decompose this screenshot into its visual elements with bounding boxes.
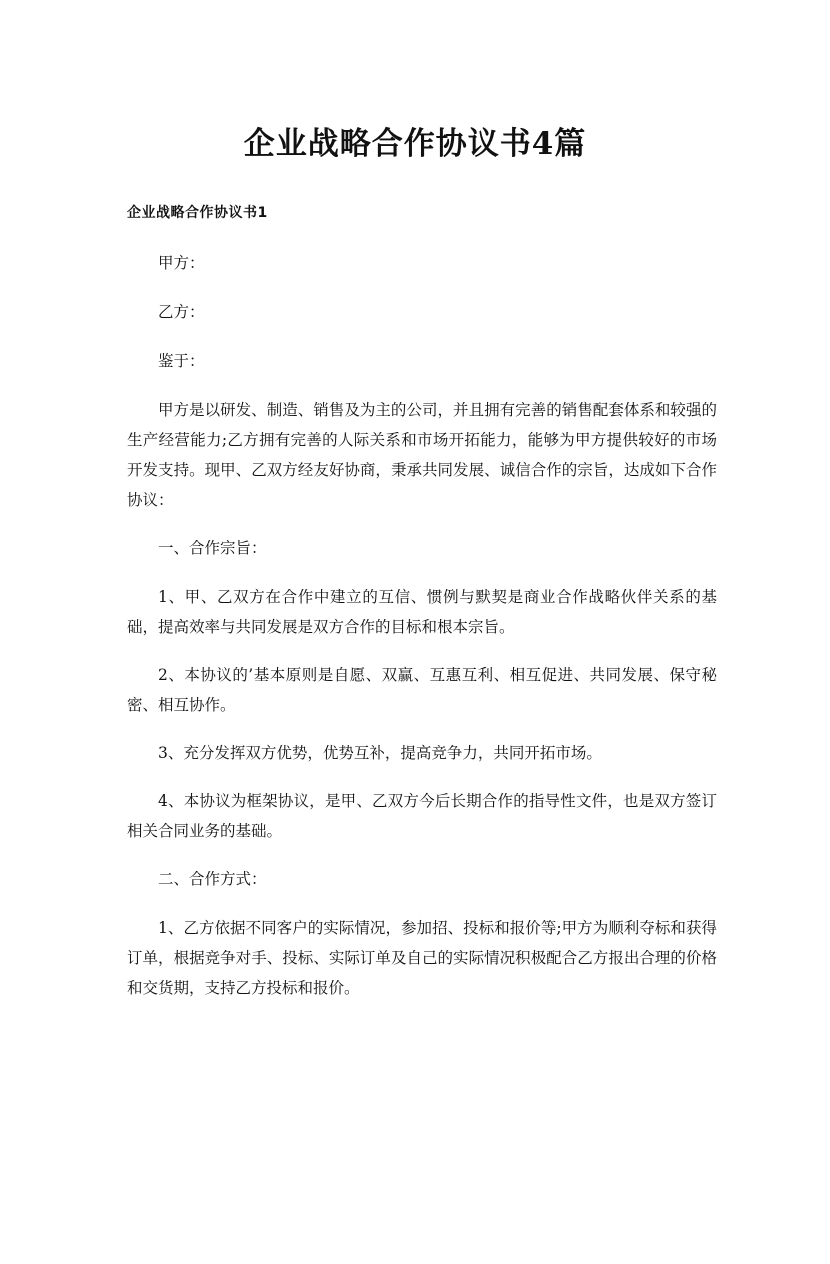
section-1-heading: 一、合作宗旨： <box>158 539 267 557</box>
section-heading: 企业战略合作协议书1 <box>127 205 268 221</box>
clause-1-4: 4、本协议为框架协议，是甲、乙双方今后长期合作的指导性文件，也是双方签订相关合同业务的基础。 <box>127 792 717 840</box>
watermark-bottom <box>349 1016 631 1263</box>
whereas-line: 鉴于： <box>158 352 205 370</box>
section-2-heading: 二、合作方式： <box>158 870 267 888</box>
party-b-line: 乙方： <box>158 303 205 321</box>
preamble-paragraph: 甲方是以研发、制造、销售及为主的公司，并且拥有完善的销售配套体系和较强的生产经营能力;乙方拥有完善的人际关系和市场开拓能力，能够为甲方提供较好的市场开发支持。现甲、乙双方经友好协商，秉承共同发展、诚信合作的宗旨，达成如下合作协议： <box>127 401 717 509</box>
clause-1-1: 1、甲、乙双方在合作中建立的互信、惯例与默契是商业合作战略伙伴关系的基础，提高效率与共同发展是双方合作的目标和根本宗旨。 <box>127 588 717 636</box>
clause-1-2: 2、本协议的’基本原则是自愿、双赢、互惠互利、相互促进、共同发展、保守秘密、相互协作。 <box>127 666 717 714</box>
clause-1-3: 3、充分发挥双方优势，优势互补，提高竞争力，共同开拓市场。 <box>158 744 602 762</box>
clause-2-1: 1、乙方依据不同客户的实际情况，参加招、投标和报价等;甲方为顺利夺标和获得订单，根据竞争对手、投标、实际订单及自己的实际情况积极配合乙方报出合理的价格和交货期，支持乙方投标和报价。 <box>127 919 717 997</box>
document-body <box>127 248 717 1021</box>
party-a-line: 甲方： <box>158 254 205 272</box>
document-title: 企业战略合作协议书4篇 <box>243 126 587 162</box>
